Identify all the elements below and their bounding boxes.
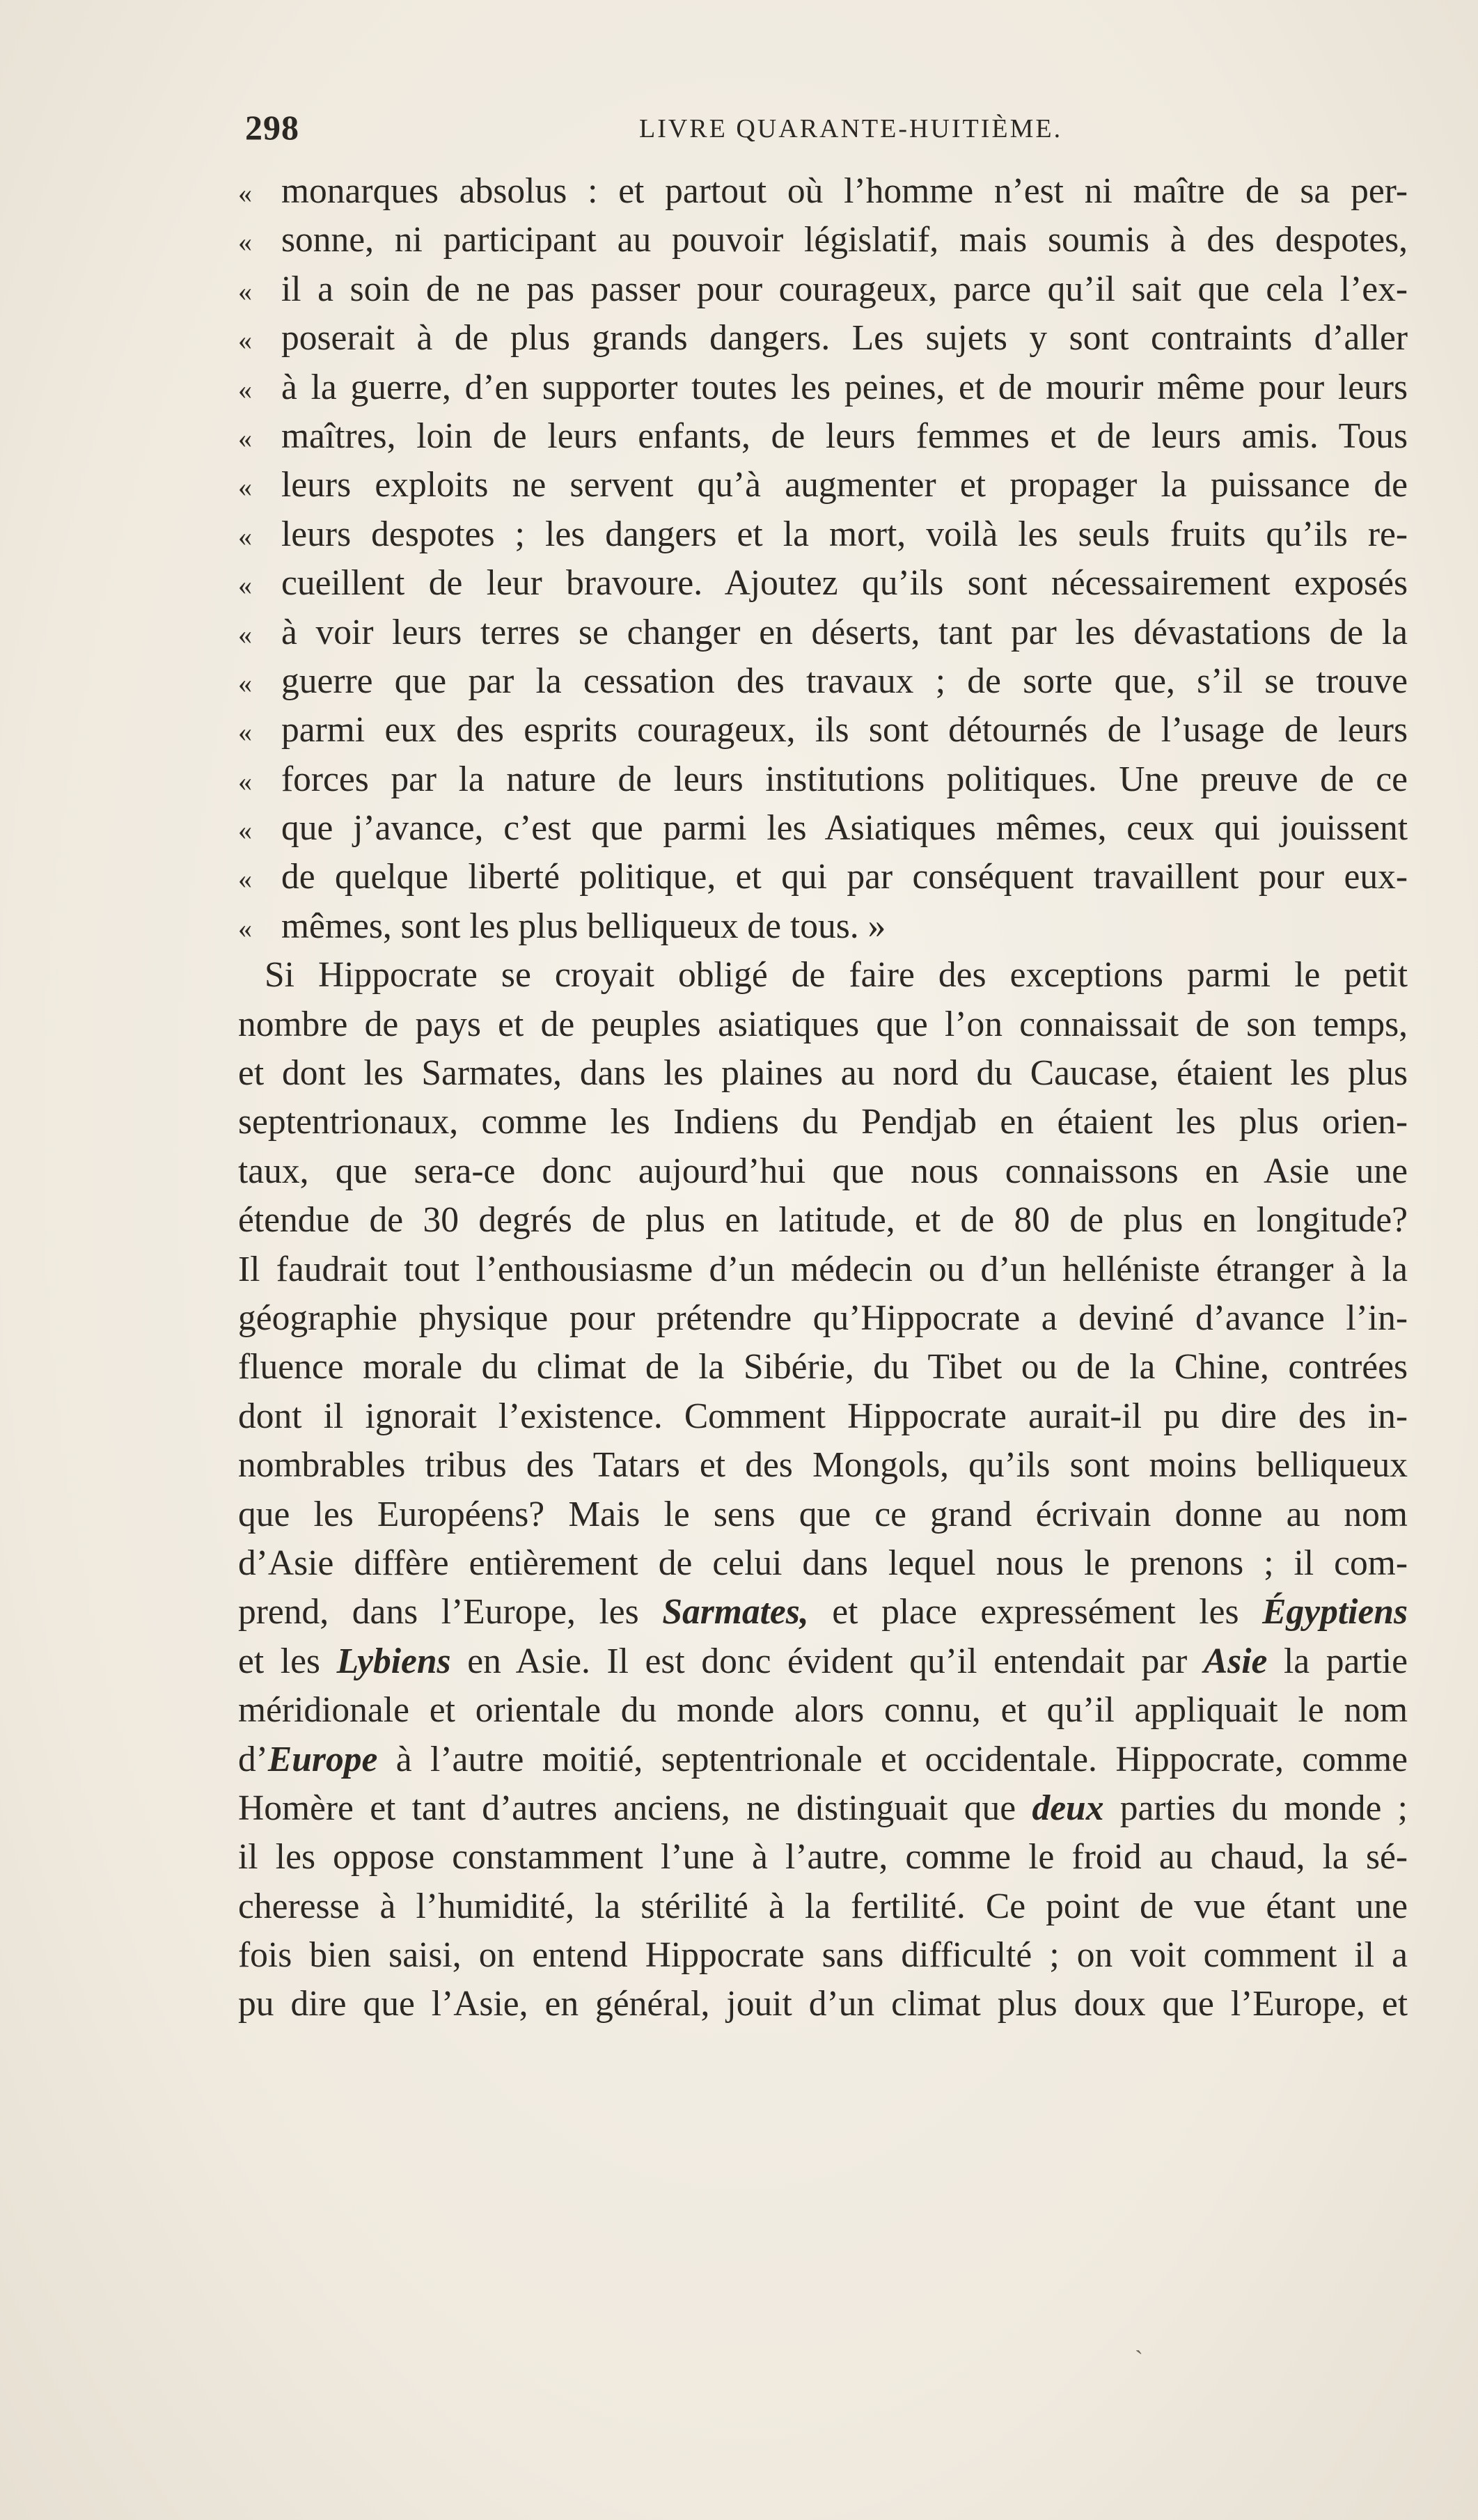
- paragraph-line: et les Lybiens en Asie. Il est donc évident qu’il entendait par Asie la partie: [238, 1641, 1408, 1681]
- paragraph-line: Il faudrait tout l’enthousiasme d’un médecin ou d’un helléniste étranger à la: [238, 1249, 1408, 1289]
- paragraph-line: septentrionaux, comme les Indiens du Pendjab en étaient les plus orien-: [238, 1102, 1408, 1142]
- quote-line: « parmi eux des esprits courageux, ils sont détournés de l’usage de leurs: [238, 706, 1408, 755]
- paragraph-line: Homère et tant d’autres anciens, ne distinguait que deux parties du monde ;: [238, 1788, 1408, 1828]
- paragraph-line: et dont les Sarmates, dans les plaines au nord du Caucase, étaient les plus: [238, 1053, 1408, 1094]
- paragraph-line: d’Asie diffère entièrement de celui dans lequel nous le prenons ; il com-: [238, 1543, 1408, 1583]
- quote-line: « poserait à de plus grands dangers. Les sujets y sont contraints d’aller: [238, 314, 1408, 363]
- paragraph-line: étendue de 30 degrés de plus en latitude, et de 80 de plus en longitude?: [238, 1200, 1408, 1241]
- page-header: [238, 103, 1408, 152]
- italic-term: deux: [1032, 1788, 1104, 1828]
- italic-term: Asie: [1203, 1641, 1268, 1681]
- paragraph-line: taux, que sera-ce donc aujourd’hui que nous connaissons en Asie une: [238, 1151, 1408, 1191]
- paragraph-line: dont il ignorait l’existence. Comment Hippocrate aurait-il pu dire des in-: [238, 1396, 1408, 1436]
- paragraph-line: nombre de pays et de peuples asiatiques que l’on connaissait de son temps,: [238, 1004, 1408, 1044]
- guillemet: «: [238, 912, 252, 944]
- paragraph-line: que les Européens? Mais le sens que ce grand écrivain donne au nom: [238, 1494, 1408, 1534]
- guillemet: «: [238, 863, 252, 895]
- quote-line: « leurs despotes ; les dangers et la mort, voilà les seuls fruits qu’ils re-: [238, 510, 1408, 559]
- paragraph-line: fois bien saisi, on entend Hippocrate sans difficulté ; on voit comment il a: [238, 1935, 1408, 1976]
- guillemet: «: [238, 667, 252, 699]
- paragraph-line: géographie physique pour prétendre qu’Hippocrate a deviné d’avance l’in-: [238, 1298, 1408, 1338]
- quote-line: « de quelque liberté politique, et qui par conséquent travaillent pour eux-: [238, 853, 1408, 901]
- paragraph-line: cheresse à l’humidité, la stérilité à la fertilité. Ce point de vue étant une: [238, 1886, 1408, 1926]
- guillemet: «: [238, 814, 252, 846]
- paragraph: [238, 951, 1408, 2029]
- paragraph-line: Si Hippocrate se croyait obligé de faire des exceptions parmi le petit: [265, 955, 1408, 995]
- quote-line: « cueillent de leur bravoure. Ajoutez qu’ils sont nécessairement exposés: [238, 559, 1408, 608]
- guillemet: «: [238, 618, 252, 650]
- guillemet: «: [238, 275, 252, 307]
- italic-term: Europe: [267, 1739, 378, 1779]
- paragraph-line: pu dire que l’Asie, en général, jouit d’un climat plus doux que l’Europe, et: [238, 1984, 1408, 2024]
- paragraph-line: méridionale et orientale du monde alors connu, et qu’il appliquait le nom: [238, 1690, 1408, 1731]
- quote-line: « que j’avance, c’est que parmi les Asiatiques mêmes, ceux qui jouissent: [238, 804, 1408, 853]
- quote-line: « à la guerre, d’en supporter toutes les peines, et de mourir même pour leurs: [238, 363, 1408, 412]
- guillemet: «: [238, 324, 252, 356]
- italic-term: Lybiens: [336, 1641, 451, 1681]
- quote-line: « à voir leurs terres se changer en déserts, tant par les dévastations de la: [238, 608, 1408, 657]
- guillemet: «: [238, 765, 252, 797]
- guillemet: «: [238, 520, 252, 552]
- italic-term: Égyptiens: [1262, 1592, 1408, 1632]
- quote-line: « sonne, ni participant au pouvoir législatif, mais soumis à des despotes,: [238, 216, 1408, 265]
- quote-line: « monarques absolus : et partout où l’homme n’est ni maître de sa per-: [238, 167, 1408, 216]
- page-number: 298: [245, 108, 299, 147]
- guillemet: «: [238, 373, 252, 405]
- paragraph-line: fluence morale du climat de la Sibérie, du Tibet ou de la Chine, contrées: [238, 1347, 1408, 1387]
- guillemet: «: [238, 569, 252, 601]
- quote-line: « forces par la nature de leurs institutions politiques. Une preuve de ce: [238, 755, 1408, 804]
- guillemet: «: [238, 422, 252, 454]
- guillemet: «: [238, 716, 252, 748]
- quotation-block: [238, 167, 1408, 951]
- guillemet: «: [238, 226, 252, 258]
- quote-line: « il a soin de ne pas passer pour courageux, parce qu’il sait que cela l’ex-: [238, 265, 1408, 314]
- running-head: LIVRE QUARANTE-HUITIÈME.: [639, 114, 1063, 143]
- quote-line: « mêmes, sont les plus belliqueux de tous. »: [238, 902, 1408, 951]
- italic-term: Sarmates,: [662, 1592, 809, 1632]
- quote-line: « guerre que par la cessation des travaux ; de sorte que, s’il se trouve: [238, 657, 1408, 706]
- paragraph-line: il les oppose constamment l’une à l’autre, comme le froid au chaud, la sé-: [238, 1837, 1408, 1877]
- guillemet: «: [238, 178, 252, 209]
- guillemet: «: [238, 471, 252, 503]
- paragraph-line: d’Europe à l’autre moitié, septentrionale et occidentale. Hippocrate, comme: [238, 1739, 1408, 1779]
- paragraph-line: prend, dans l’Europe, les Sarmates, et place expressément les Égyptiens: [238, 1592, 1408, 1632]
- stray-print-mark: ˋ: [1135, 2345, 1143, 2373]
- quote-line: « maîtres, loin de leurs enfants, de leurs femmes et de leurs amis. Tous: [238, 412, 1408, 461]
- quote-line: « leurs exploits ne servent qu’à augmenter et propager la puissance de: [238, 461, 1408, 510]
- paragraph-line: nombrables tribus des Tatars et des Mongols, qu’ils sont moins belliqueux: [238, 1445, 1408, 1486]
- body-text: [238, 167, 1408, 2029]
